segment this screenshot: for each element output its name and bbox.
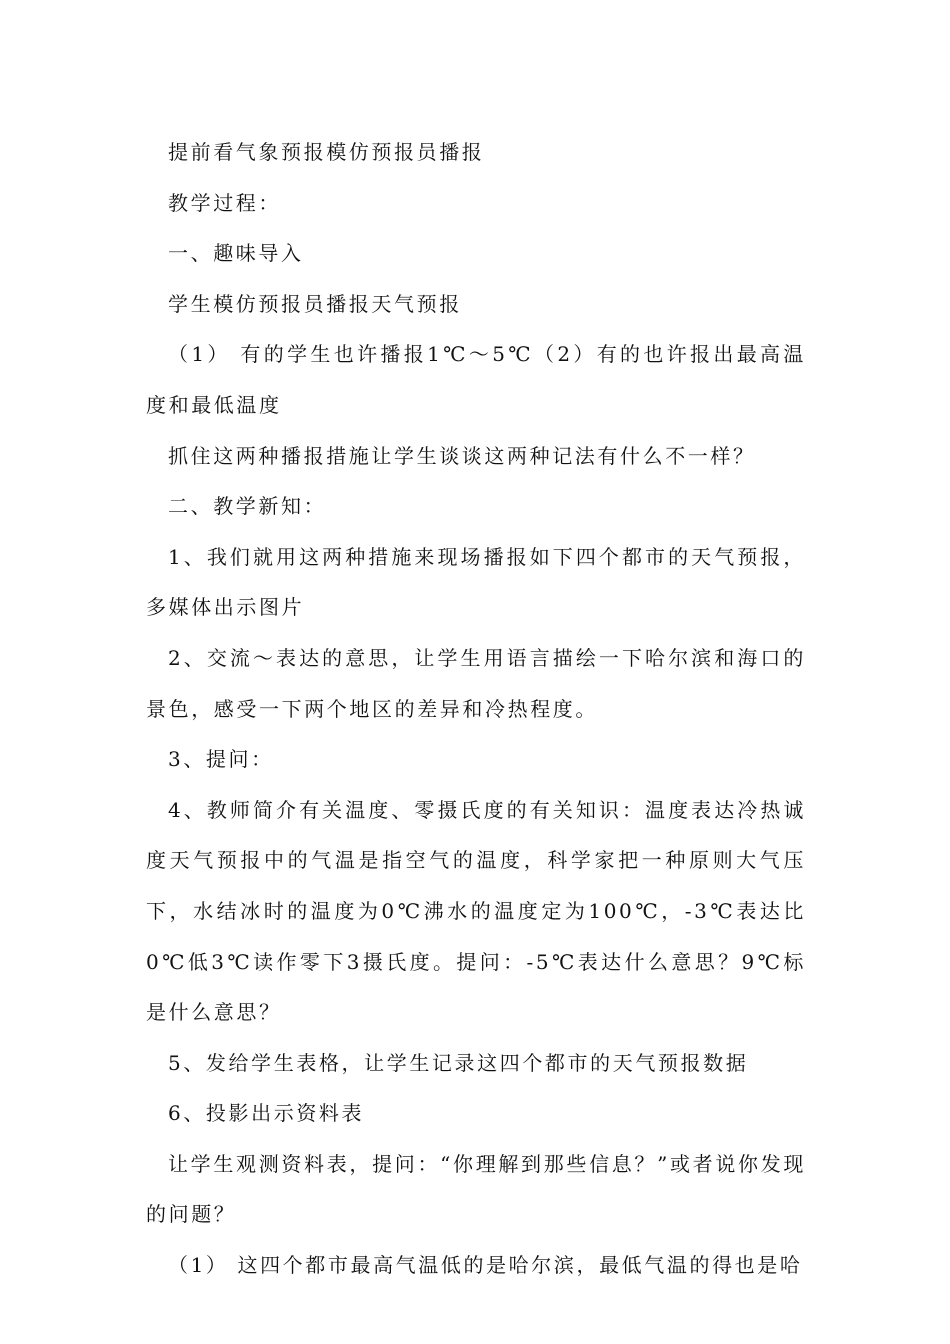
- paragraph-section-one-heading: 一、趣味导入: [168, 241, 304, 266]
- paragraph-observation-finding-1: （1） 这四个都市最高气温低的是哈尔滨，最低气温的得也是哈: [168, 1253, 803, 1278]
- paragraph-step-5: 5、发给学生表格，让学生记录这四个都市的天气预报数据: [168, 1050, 749, 1075]
- paragraph-step-1: 1、我们就用这两种措施来现场播报如下四个都市的天气预报，多媒体出示图片: [146, 544, 806, 620]
- paragraph-step-3: 3、提问：: [168, 747, 274, 772]
- paragraph-student-imitation: 学生模仿预报员播报天气预报: [168, 291, 462, 316]
- document-body: [146, 127, 806, 1291]
- paragraph-teaching-process-heading: 教学过程：: [168, 190, 281, 215]
- paragraph-preparation: 提前看气象预报模仿预报员播报: [168, 140, 485, 164]
- paragraph-observation-question: 让学生观测资料表，提问：“你理解到那些信息？”或者说你发现的问题？: [146, 1151, 806, 1227]
- paragraph-broadcast-options: （1） 有的学生也许播报1℃～5℃（2）有的也许报出最高温度和最低温度: [146, 342, 806, 417]
- paragraph-step-2: 2、交流～表达的意思，让学生用语言描绘一下哈尔滨和海口的景色，感受一下两个地区的差异和冷热程度。: [146, 645, 806, 721]
- paragraph-discussion-prompt: 抓住这两种播报措施让学生谈谈这两种记法有什么不一样？: [168, 443, 756, 468]
- paragraph-step-6: 6、投影出示资料表: [168, 1101, 365, 1126]
- paragraph-section-two-heading: 二、教学新知：: [168, 494, 327, 519]
- paragraph-step-4: 4、教师简介有关温度、零摄氏度的有关知识：温度表达冷热诚度天气预报中的气温是指空气的温度，科学家把一种原则大气压下，水结冰时的温度为0℃沸水的温度定为100℃，-3℃表达比0℃低3℃读作零下3摄氏度。提问：-5℃表达什么意思？9℃标是什么意思？: [146, 797, 806, 1025]
